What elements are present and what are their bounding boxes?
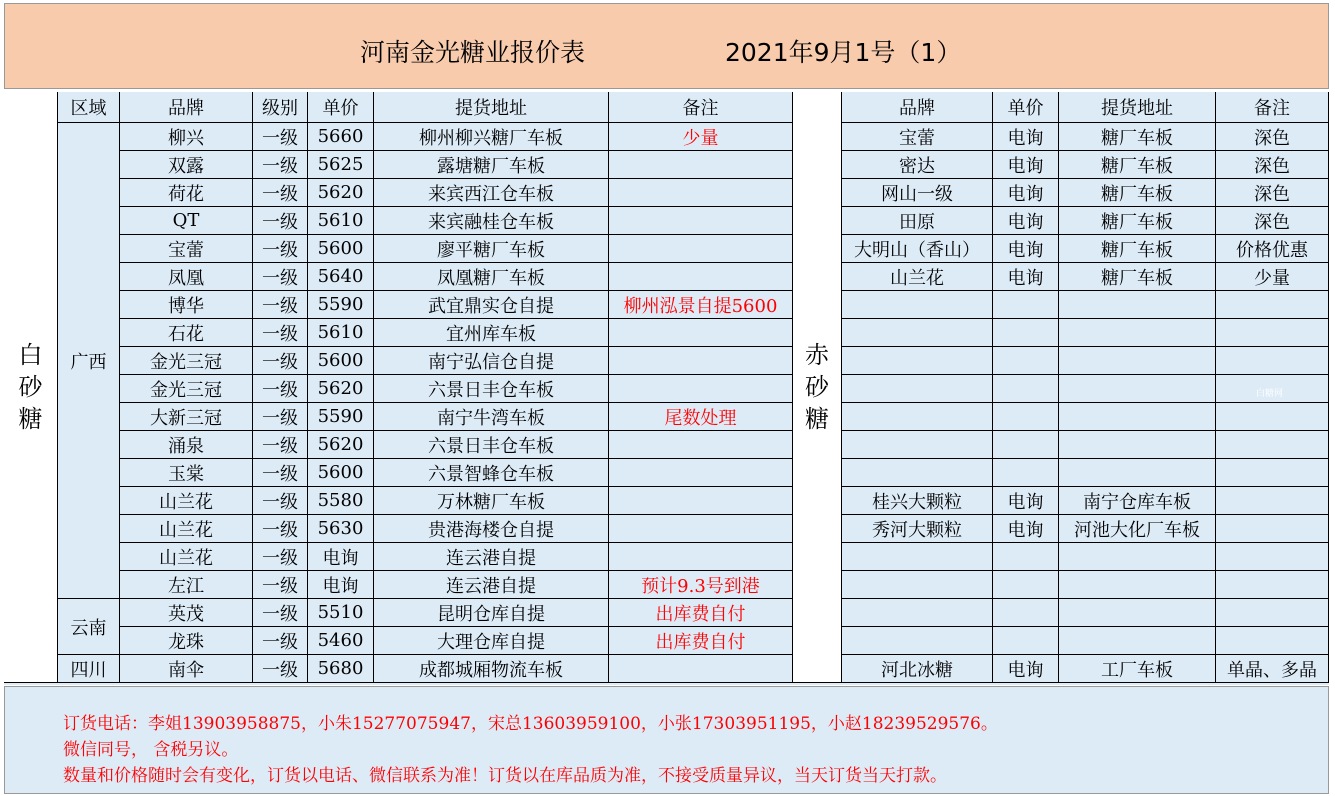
grade-cell: 一级 [253,235,308,263]
right-price-cell: 电询 [993,151,1059,179]
price-cell: 5590 [308,291,374,319]
address-cell: 露塘糖厂车板 [374,151,609,179]
right-note-cell: 价格优惠 [1216,235,1329,263]
price-cell: 5510 [308,599,374,627]
right-brand-cell [842,627,993,655]
address-cell: 武宜鼎实仓自提 [374,291,609,319]
header-region: 区域 [58,92,120,123]
price-cell: 5600 [308,347,374,375]
right-price-cell [993,627,1059,655]
price-table [4,92,1329,685]
brand-cell: 柳兴 [120,123,253,151]
price-cell: 5590 [308,403,374,431]
price-cell: 5610 [308,207,374,235]
right-address-cell [1059,599,1216,627]
brand-cell: 山兰花 [120,487,253,515]
address-cell: 万林糖厂车板 [374,487,609,515]
right-note-cell [1216,431,1329,459]
grade-cell: 一级 [253,487,308,515]
right-address-cell: 糖厂车板 [1059,207,1216,235]
right-price-cell: 电询 [993,207,1059,235]
note-cell [609,319,793,347]
brand-cell: 左江 [120,571,253,599]
header-right-brand: 品牌 [842,92,993,123]
grade-cell: 一级 [253,543,308,571]
header-grade: 级别 [253,92,308,123]
note-cell [609,179,793,207]
note-cell: 柳州泓景自提5600 [609,291,793,319]
right-address-cell [1059,319,1216,347]
grade-cell: 一级 [253,179,308,207]
right-note-cell [1216,599,1329,627]
brand-cell: 大新三冠 [120,403,253,431]
right-brand-cell [842,571,993,599]
right-note-cell [1216,487,1329,515]
grade-cell: 一级 [253,459,308,487]
right-brand-cell: 大明山（香山） [842,235,993,263]
right-price-cell: 电询 [993,235,1059,263]
price-cell: 5620 [308,179,374,207]
right-address-cell [1059,431,1216,459]
price-cell: 5630 [308,515,374,543]
address-cell: 成都城厢物流车板 [374,655,609,683]
grade-cell: 一级 [253,655,308,683]
right-address-cell [1059,543,1216,571]
grade-cell: 一级 [253,515,308,543]
grade-cell: 一级 [253,263,308,291]
brand-cell: 玉棠 [120,459,253,487]
right-note-cell [1216,459,1329,487]
note-cell [609,431,793,459]
brand-cell: 南伞 [120,655,253,683]
category-brown-sugar: 赤 砂 糖 [793,92,842,683]
address-cell: 南宁牛湾车板 [374,403,609,431]
right-brand-cell: 山兰花 [842,263,993,291]
header-right-note: 备注 [1216,92,1329,123]
price-cell: 5640 [308,263,374,291]
right-note-cell [1216,319,1329,347]
address-cell: 柳州柳兴糖厂车板 [374,123,609,151]
right-price-cell [993,319,1059,347]
note-cell [609,487,793,515]
right-note-cell [1216,291,1329,319]
note-cell: 尾数处理 [609,403,793,431]
grade-cell: 一级 [253,207,308,235]
brand-cell: 荷花 [120,179,253,207]
page-date: 2021年9月1号（1） [725,38,962,67]
right-brand-cell: 网山一级 [842,179,993,207]
address-cell: 廖平糖厂车板 [374,235,609,263]
grade-cell: 一级 [253,599,308,627]
note-cell: 预计9.3号到港 [609,571,793,599]
right-address-cell: 糖厂车板 [1059,123,1216,151]
footer-line-disclaimer: 数量和价格随时会有变化，订货以电话、微信联系为准！订货以在库品质为准，不接受质量异议，当天订货当天打款。 [63,766,947,786]
grade-cell: 一级 [253,319,308,347]
address-cell: 宜州库车板 [374,319,609,347]
right-address-cell: 糖厂车板 [1059,263,1216,291]
right-address-cell: 糖厂车板 [1059,179,1216,207]
note-cell: 出库费自付 [609,627,793,655]
price-cell: 电询 [308,543,374,571]
header-price: 单价 [308,92,374,123]
right-note-cell [1216,543,1329,571]
right-price-cell: 电询 [993,123,1059,151]
address-cell: 连云港自提 [374,543,609,571]
right-price-cell [993,291,1059,319]
note-cell: 出库费自付 [609,599,793,627]
right-address-cell [1059,347,1216,375]
right-note-cell [1216,571,1329,599]
right-note-cell [1216,515,1329,543]
address-cell: 昆明仓库自提 [374,599,609,627]
address-cell: 来宾融桂仓车板 [374,207,609,235]
right-brand-cell [842,347,993,375]
right-brand-cell [842,375,993,403]
right-note-cell [1216,627,1329,655]
footer-line-wechat: 微信同号， 含税另议。 [63,740,239,760]
right-note-cell: 深色 [1216,207,1329,235]
header-addr: 提货地址 [374,92,609,123]
right-price-cell [993,375,1059,403]
address-cell: 连云港自提 [374,571,609,599]
grade-cell: 一级 [253,347,308,375]
address-cell: 大理仓库自提 [374,627,609,655]
header-right-price: 单价 [993,92,1059,123]
category-white-sugar: 白 砂 糖 [4,92,58,683]
note-cell [609,459,793,487]
right-price-cell [993,403,1059,431]
price-cell: 5680 [308,655,374,683]
right-price-cell: 电询 [993,487,1059,515]
note-cell [609,207,793,235]
right-address-cell: 糖厂车板 [1059,235,1216,263]
note-cell [609,655,793,683]
brand-cell: 双露 [120,151,253,179]
right-brand-cell [842,291,993,319]
grade-cell: 一级 [253,375,308,403]
right-note-cell: 深色 [1216,151,1329,179]
price-cell: 5610 [308,319,374,347]
right-price-cell [993,347,1059,375]
grade-cell: 一级 [253,571,308,599]
right-brand-cell: 宝蕾 [842,123,993,151]
address-cell: 六景日丰仓车板 [374,375,609,403]
grade-cell: 一级 [253,123,308,151]
right-address-cell: 工厂车板 [1059,655,1216,683]
region-cell: 四川 [58,655,120,683]
region-cell: 云南 [58,599,120,655]
address-cell: 南宁弘信仓自提 [374,347,609,375]
right-address-cell [1059,291,1216,319]
right-price-cell: 电询 [993,515,1059,543]
price-cell: 5620 [308,375,374,403]
right-address-cell: 南宁仓库车板 [1059,487,1216,515]
right-price-cell [993,543,1059,571]
header-note: 备注 [609,92,793,123]
grade-cell: 一级 [253,151,308,179]
right-brand-cell: 桂兴大颗粒 [842,487,993,515]
note-cell [609,235,793,263]
grade-cell: 一级 [253,627,308,655]
right-note-cell: 单晶、多晶 [1216,655,1329,683]
right-brand-cell: 秀河大颗粒 [842,515,993,543]
note-cell [609,375,793,403]
right-note-cell [1216,347,1329,375]
right-address-cell: 糖厂车板 [1059,151,1216,179]
right-price-cell [993,571,1059,599]
footer-line-contacts: 订货电话：李姐13903958875，小朱15277075947，宋总13603959100，小张17303951195，小赵18239529576。 [63,714,998,734]
right-brand-cell: 田原 [842,207,993,235]
price-cell: 5600 [308,459,374,487]
watermark: 白糖网 [1256,389,1284,399]
address-cell: 贵港海楼仓自提 [374,515,609,543]
brand-cell: 凤凰 [120,263,253,291]
note-cell [609,347,793,375]
note-cell [609,543,793,571]
right-brand-cell [842,599,993,627]
grade-cell: 一级 [253,431,308,459]
price-cell: 5625 [308,151,374,179]
footer-notes [4,686,1329,794]
price-cell: 5460 [308,627,374,655]
right-brand-cell [842,543,993,571]
brand-cell: 山兰花 [120,515,253,543]
right-note-cell: 少量 [1216,263,1329,291]
brand-cell: 石花 [120,319,253,347]
right-address-cell [1059,403,1216,431]
note-cell: 少量 [609,123,793,151]
note-cell [609,515,793,543]
grade-cell: 一级 [253,403,308,431]
right-address-cell [1059,627,1216,655]
header-brand: 品牌 [120,92,253,123]
right-note-cell: 深色 [1216,123,1329,151]
note-cell [609,151,793,179]
address-cell: 凤凰糖厂车板 [374,263,609,291]
brand-cell: 博华 [120,291,253,319]
right-price-cell: 电询 [993,179,1059,207]
brand-cell: 龙珠 [120,627,253,655]
right-note-cell [1216,403,1329,431]
note-cell [609,263,793,291]
brand-cell: 金光三冠 [120,347,253,375]
right-price-cell: 电询 [993,655,1059,683]
right-brand-cell [842,403,993,431]
right-brand-cell: 密达 [842,151,993,179]
address-cell: 来宾西江仓车板 [374,179,609,207]
region-cell: 广西 [58,123,120,599]
page-title: 河南金光糖业报价表 [360,38,586,67]
price-cell: 电询 [308,571,374,599]
brand-cell: QT [120,207,253,235]
brand-cell: 金光三冠 [120,375,253,403]
right-brand-cell [842,319,993,347]
brand-cell: 涌泉 [120,431,253,459]
right-price-cell [993,459,1059,487]
brand-cell: 宝蕾 [120,235,253,263]
header-right-addr: 提货地址 [1059,92,1216,123]
right-price-cell: 电询 [993,263,1059,291]
right-price-cell [993,431,1059,459]
right-address-cell [1059,375,1216,403]
title-bar [4,3,1329,89]
price-cell: 5600 [308,235,374,263]
right-address-cell: 河池大化厂车板 [1059,515,1216,543]
brand-cell: 英茂 [120,599,253,627]
right-price-cell [993,599,1059,627]
price-cell: 5660 [308,123,374,151]
address-cell: 六景日丰仓车板 [374,431,609,459]
right-brand-cell [842,459,993,487]
grade-cell: 一级 [253,291,308,319]
address-cell: 六景智蜂仓车板 [374,459,609,487]
right-address-cell [1059,459,1216,487]
right-brand-cell [842,431,993,459]
right-note-cell: 深色 [1216,179,1329,207]
brand-cell: 山兰花 [120,543,253,571]
price-cell: 5580 [308,487,374,515]
right-address-cell [1059,571,1216,599]
right-brand-cell: 河北冰糖 [842,655,993,683]
price-cell: 5620 [308,431,374,459]
